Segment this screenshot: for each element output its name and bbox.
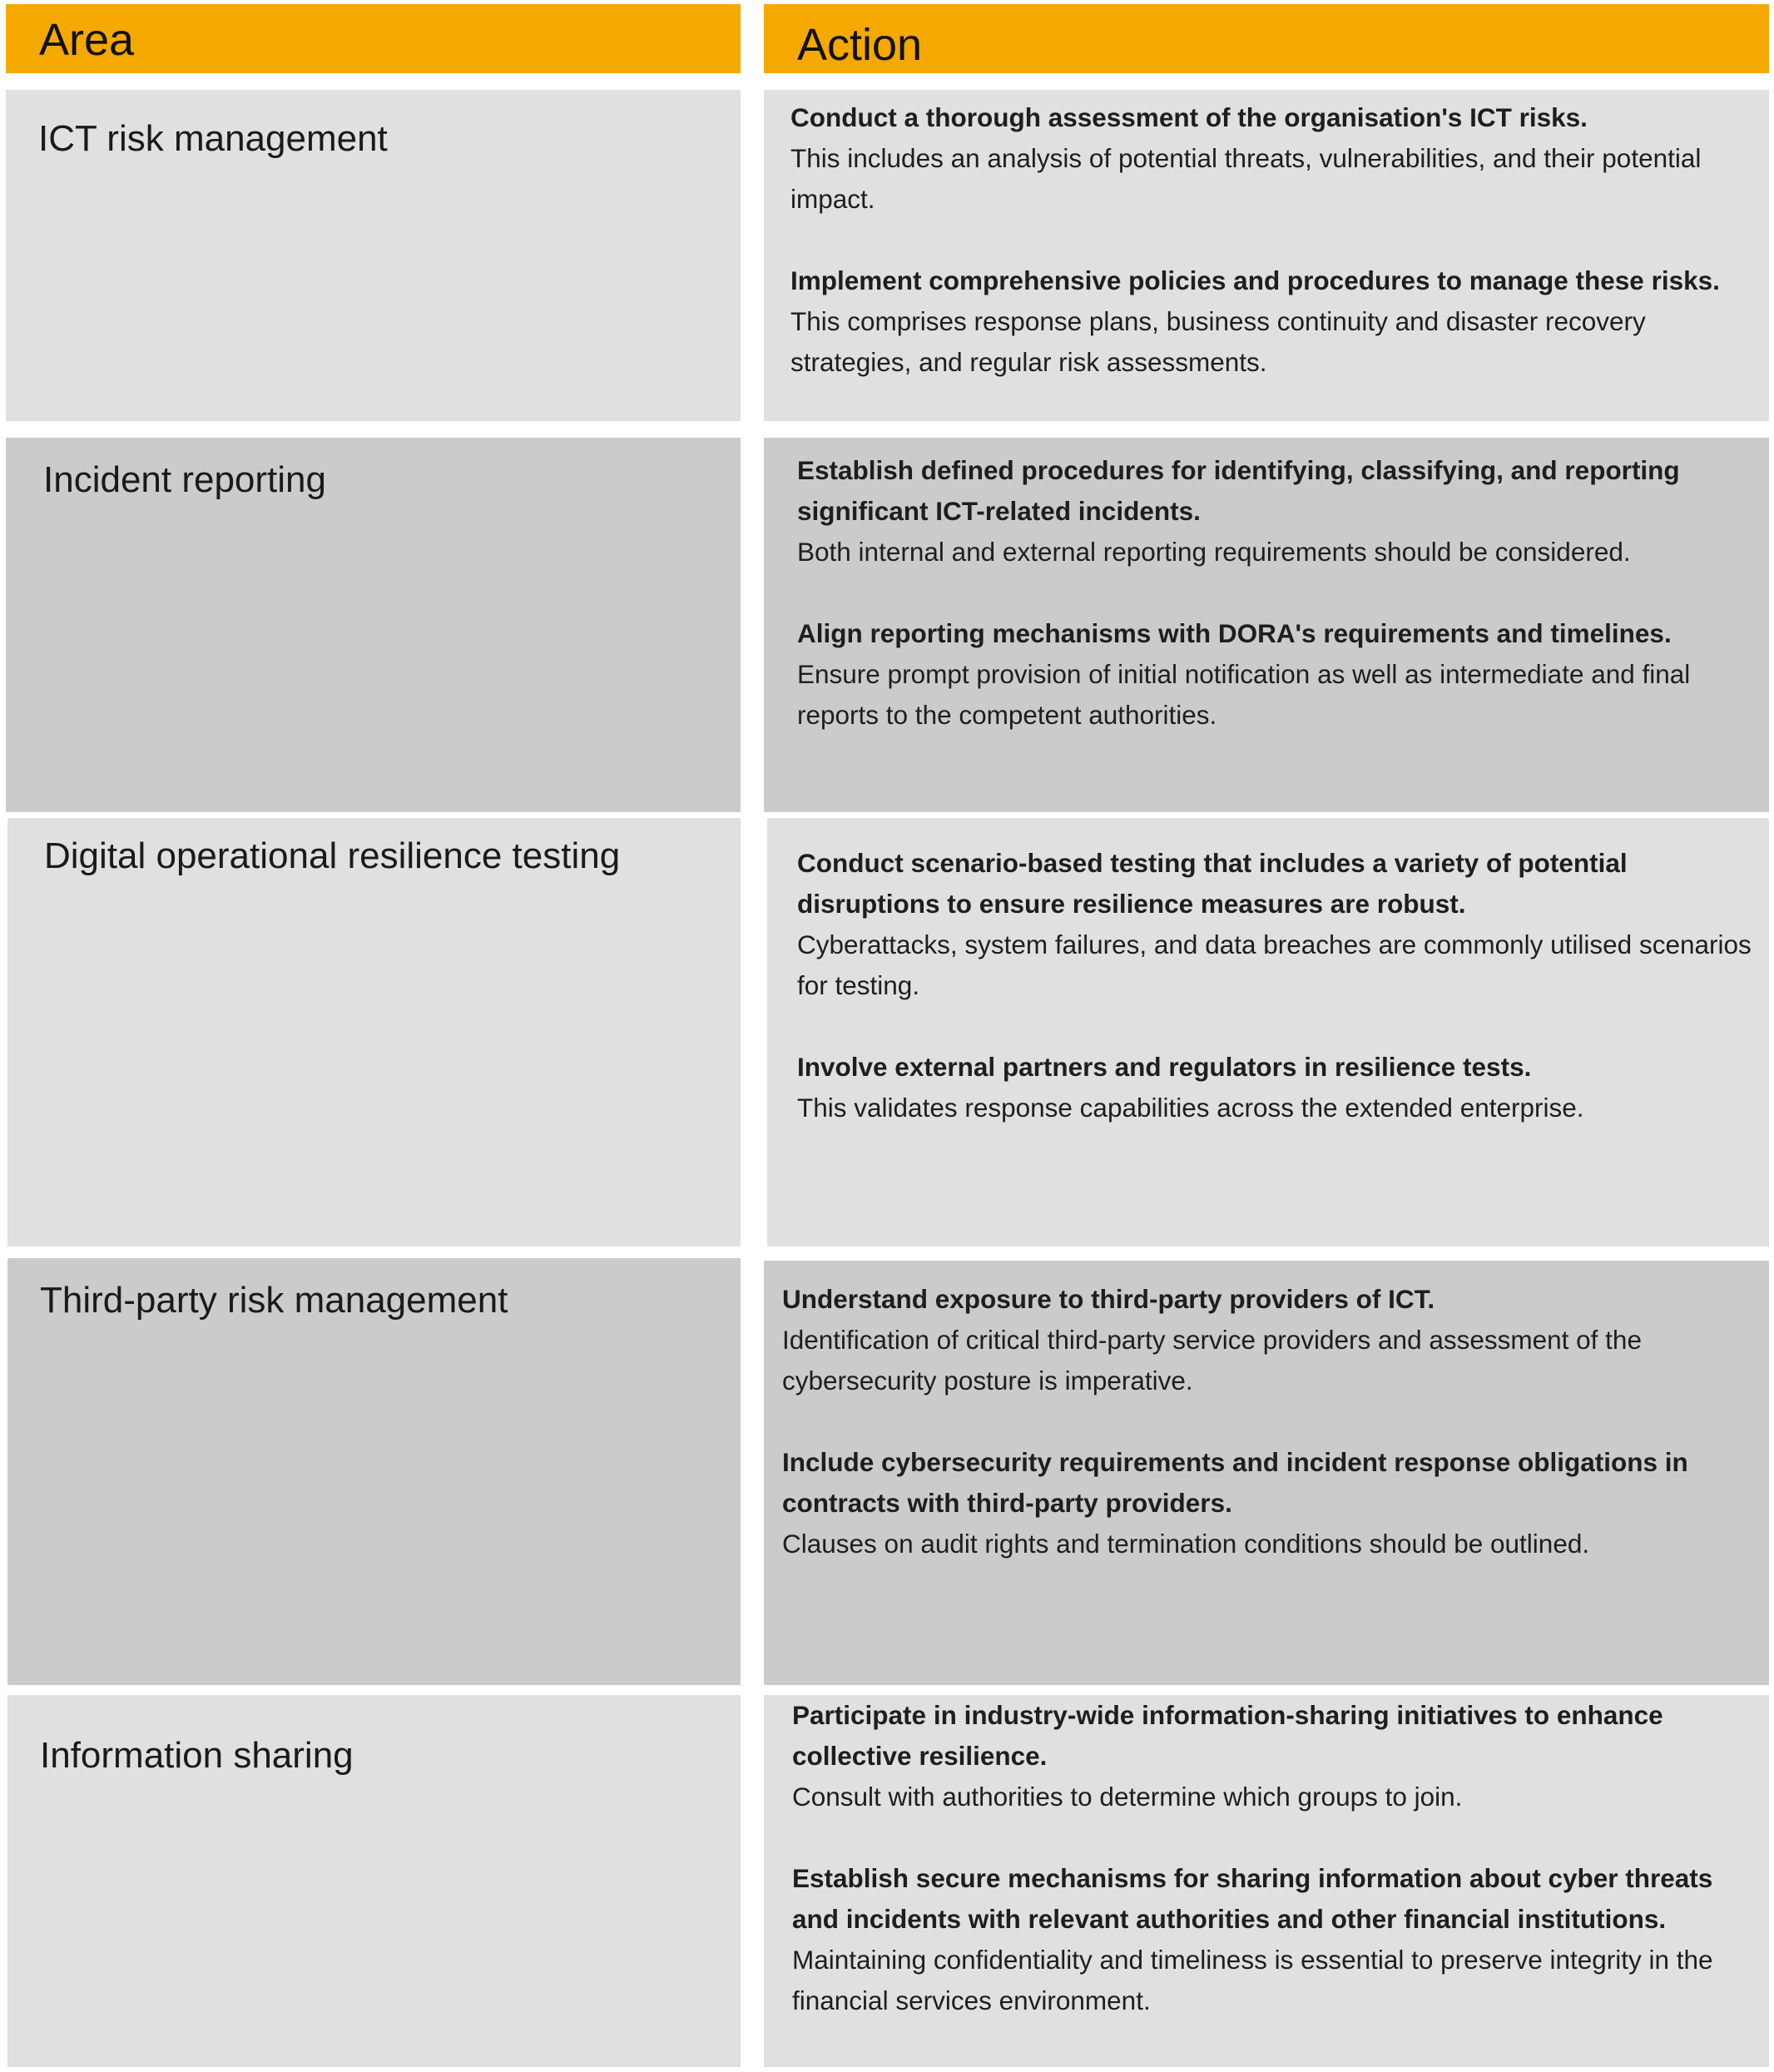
action-detail: Consult with authorities to determine which groups to join. xyxy=(792,1782,1463,1812)
action-item xyxy=(792,1858,1749,2021)
area-cell-ict-risk xyxy=(6,90,741,421)
action-item xyxy=(797,613,1712,736)
action-item xyxy=(782,1279,1756,1401)
area-cell-information-sharing xyxy=(7,1695,741,2067)
action-cell-information-sharing xyxy=(764,1695,1769,2067)
area-label: Information sharing xyxy=(40,1735,354,1776)
action-detail: Maintaining confidentiality and timeliness is essential to preserve integrity in the financial services environment. xyxy=(792,1945,1713,2015)
header-action-cell xyxy=(764,4,1769,73)
action-item xyxy=(797,450,1712,573)
action-detail: Cyberattacks, system failures, and data breaches are commonly utilised scenarios for testing. xyxy=(797,929,1752,1000)
action-item xyxy=(782,1442,1756,1564)
action-item xyxy=(797,1047,1754,1128)
action-item xyxy=(790,260,1739,383)
action-item xyxy=(797,843,1754,1006)
action-heading: Participate in industry-wide information-sharing initiatives to enhance collective resilience. xyxy=(792,1700,1663,1771)
action-detail: This validates response capabilities across the extended enterprise. xyxy=(797,1093,1584,1123)
action-heading: Understand exposure to third-party providers of ICT. xyxy=(782,1284,1435,1314)
action-detail: This includes an analysis of potential threats, vulnerabilities, and their potential impact. xyxy=(790,143,1702,214)
action-item xyxy=(792,1695,1749,1817)
area-cell-third-party xyxy=(7,1258,741,1685)
area-cell-resilience-testing xyxy=(7,818,741,1247)
action-item xyxy=(790,97,1739,220)
action-heading: Involve external partners and regulators in resilience tests. xyxy=(797,1052,1532,1082)
action-cell-incident-reporting xyxy=(764,438,1769,812)
action-heading: Align reporting mechanisms with DORA's requirements and timelines. xyxy=(797,618,1672,648)
header-action-label: Action xyxy=(797,20,923,70)
action-detail: Identification of critical third-party service providers and assessment of the cybersecurity posture is imperative. xyxy=(782,1325,1642,1395)
area-label: Third-party risk management xyxy=(40,1280,508,1321)
header-area-cell xyxy=(6,4,741,73)
action-detail: Both internal and external reporting requirements should be considered. xyxy=(797,537,1631,567)
action-heading: Implement comprehensive policies and procedures to manage these risks. xyxy=(790,265,1720,295)
area-label: Incident reporting xyxy=(43,459,326,500)
action-heading: Conduct a thorough assessment of the organisation's ICT risks. xyxy=(790,102,1588,132)
action-heading: Conduct scenario-based testing that includes a variety of potential disruptions to ensure resilience measures are robust. xyxy=(797,848,1628,919)
area-cell-incident-reporting xyxy=(6,438,741,812)
area-label: ICT risk management xyxy=(38,118,388,159)
action-detail: This comprises response plans, business continuity and disaster recovery strategies, and regular risk assessments. xyxy=(790,306,1646,377)
action-cell-resilience-testing xyxy=(767,818,1769,1247)
action-cell-ict-risk xyxy=(764,90,1769,421)
header-area-label: Area xyxy=(39,15,135,65)
action-detail: Clauses on audit rights and termination conditions should be outlined. xyxy=(782,1529,1590,1559)
action-detail: Ensure prompt provision of initial notification as well as intermediate and final reports to the competent authorities. xyxy=(797,659,1691,730)
action-heading: Establish defined procedures for identifying, classifying, and reporting significant ICT-related incidents. xyxy=(797,455,1680,526)
action-heading: Establish secure mechanisms for sharing information about cyber threats and incidents with relevant authorities and other financial institutions. xyxy=(792,1863,1713,1934)
action-heading: Include cybersecurity requirements and incident response obligations in contracts with third-party providers. xyxy=(782,1447,1688,1518)
action-cell-third-party xyxy=(764,1261,1769,1685)
area-label: Digital operational resilience testing xyxy=(44,835,621,876)
